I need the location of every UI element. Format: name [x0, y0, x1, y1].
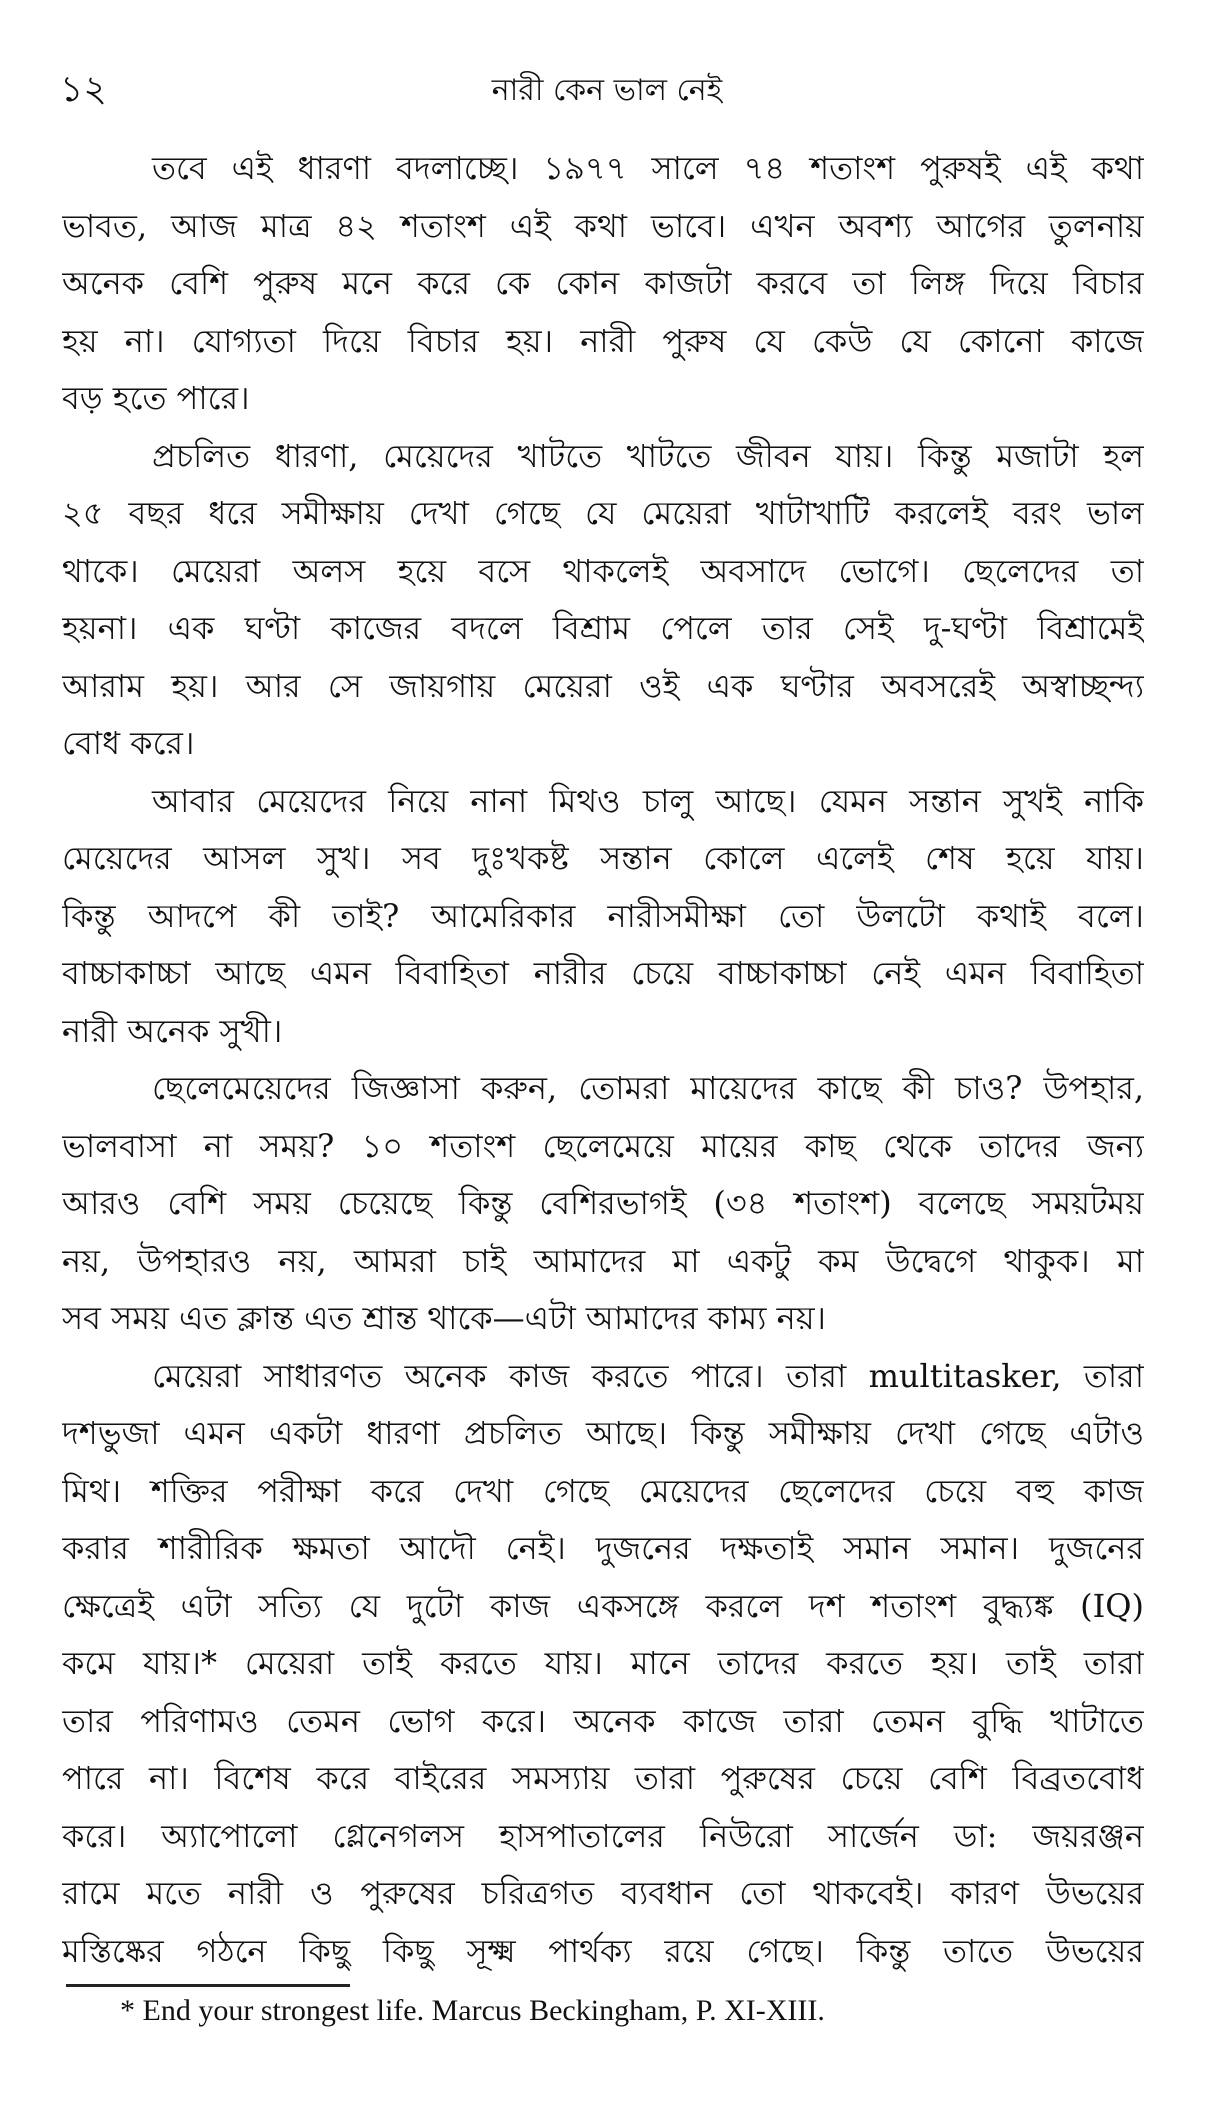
footnote-divider: [66, 1984, 350, 1987]
text-line: ছেলেমেয়েদের জিজ্ঞাসা করুন, তোমরা মায়েদের কাছে কী চাও? উপহার,: [152, 1069, 1144, 1107]
text-line: নারী অনেক সুখী।: [62, 1011, 283, 1050]
footnote: * End your strongest life. Marcus Beckingham, P. XI-XIII.: [120, 1994, 825, 2027]
text-line: মেয়েদের আসল সুখ। সব দুঃখকষ্ট সন্তান কোলে এলেই শেষ হয়ে যায়।: [62, 839, 1144, 877]
paragraph: [62, 1348, 1144, 1981]
running-title: নারী কেন ভাল নেই: [491, 73, 723, 108]
text-line: তার পরিণামও তেমন ভোগ করে। অনেক কাজে তারা তেমন বুদ্ধি খাটাতে: [62, 1701, 1144, 1740]
text-line: দশভুজা এমন একটা ধারণা প্রচলিত আছে। কিন্তু সমীক্ষায় দেখা গেছে এটাও: [62, 1414, 1144, 1452]
paragraph: [62, 428, 1144, 773]
text-line: হয় না। যোগ্যতা দিয়ে বিচার হয়। নারী পুরুষ যে কেউ যে কোনো কাজে: [62, 321, 1144, 360]
text-line: ২৫ বছর ধরে সমীক্ষায় দেখা গেছে যে মেয়েরা খাটাখাটি করলেই বরং ভাল: [62, 494, 1144, 532]
paragraph: [62, 773, 1144, 1061]
text-line: আরও বেশি সময় চেয়েছে কিন্তু বেশিরভাগই (৩৪ শতাংশ) বলেছে সময়টময়: [62, 1184, 1144, 1222]
text-line: রামে মতে নারী ও পুরুষের চরিত্রগত ব্যবধান তো থাকবেই। কারণ উভয়ের: [62, 1874, 1144, 1912]
text-line: করে। অ্যাপোলো গ্লেনেগলস হাসপাতালের নিউরো সার্জেন ডা: জয়রঞ্জন: [62, 1816, 1144, 1855]
text-line: থাকে। মেয়েরা অলস হয়ে বসে থাকলেই অবসাদে ভোগে। ছেলেদের তা: [62, 551, 1144, 590]
text-line: তবে এই ধারণা বদলাচ্ছে। ১৯৭৭ সালে ৭৪ শতাংশ পুরুষই এই কথা: [152, 149, 1144, 187]
text-line: অনেক বেশি পুরুষ মনে করে কে কোন কাজটা করবে তা লিঙ্গ দিয়ে বিচার: [62, 264, 1144, 302]
text-line: ক্ষেত্রেই এটা সত্যি যে দুটো কাজ একসঙ্গে করলে দশ শতাংশ বুদ্ধ্যঙ্ক (IQ): [62, 1586, 1144, 1625]
text-line: হয়না। এক ঘণ্টা কাজের বদলে বিশ্রাম পেলে তার সেই দু-ঘণ্টা বিশ্রামেই: [62, 609, 1144, 647]
text-line: মিথ। শক্তির পরীক্ষা করে দেখা গেছে মেয়েদের ছেলেদের চেয়ে বহু কাজ: [62, 1471, 1144, 1510]
text-line: মেয়েরা সাধারণত অনেক কাজ করতে পারে। তারা multitasker, তারা: [152, 1356, 1144, 1395]
text-line: বোধ করে।: [62, 724, 195, 762]
text-line: পারে না। বিশেষ করে বাইরের সমস্যায় তারা পুরুষের চেয়ে বেশি বিব্রতবোধ: [62, 1759, 1144, 1797]
text-line: নয়, উপহারও নয়, আমরা চাই আমাদের মা একটু কম উদ্বেগে থাকুক। মা: [62, 1241, 1144, 1280]
text-line: করার শারীরিক ক্ষমতা আদৌ নেই। দুজনের দক্ষতাই সমান সমান। দুজনের: [62, 1529, 1144, 1567]
text-line: ভালবাসা না সময়? ১০ শতাংশ ছেলেমেয়ে মায়ের কাছ থেকে তাদের জন্য: [62, 1126, 1144, 1165]
text-line: প্রচলিত ধারণা, মেয়েদের খাটতে খাটতে জীবন যায়। কিন্তু মজাটা হল: [152, 436, 1144, 475]
text-line: আরাম হয়। আর সে জায়গায় মেয়েরা ওই এক ঘণ্টার অবসরেই অস্বাচ্ছন্দ্য: [62, 666, 1144, 705]
text-line: কমে যায়।* মেয়েরা তাই করতে যায়। মানে তাদের করতে হয়। তাই তারা: [62, 1644, 1144, 1682]
text-line: মস্তিষ্কের গঠনে কিছু কিছু সূক্ষ্ম পার্থক্য রয়ে গেছে। কিন্তু তাতে উভয়ের: [62, 1931, 1144, 1970]
text-line: ভাবত, আজ মাত্র ৪২ শতাংশ এই কথা ভাবে। এখন অবশ্য আগের তুলনায়: [62, 206, 1144, 245]
text-line: বড় হতে পারে।: [62, 379, 250, 417]
text-line: কিন্তু আদপে কী তাই? আমেরিকার নারীসমীক্ষা তো উলটো কথাই বলে।: [62, 896, 1144, 935]
text-line: সব সময় এত ক্লান্ত এত শ্রান্ত থাকে—এটা আমাদের কাম্য নয়।: [62, 1299, 827, 1337]
body-text: [62, 140, 1144, 1980]
text-line: আবার মেয়েদের নিয়ে নানা মিথও চালু আছে। যেমন সন্তান সুখই নাকি: [152, 781, 1144, 820]
page-number: ১২: [60, 69, 107, 110]
paragraph: [62, 140, 1144, 428]
paragraph: [62, 1060, 1144, 1348]
text-line: বাচ্চাকাচ্চা আছে এমন বিবাহিতা নারীর চেয়ে বাচ্চাকাচ্চা নেই এমন বিবাহিতা: [62, 954, 1144, 992]
